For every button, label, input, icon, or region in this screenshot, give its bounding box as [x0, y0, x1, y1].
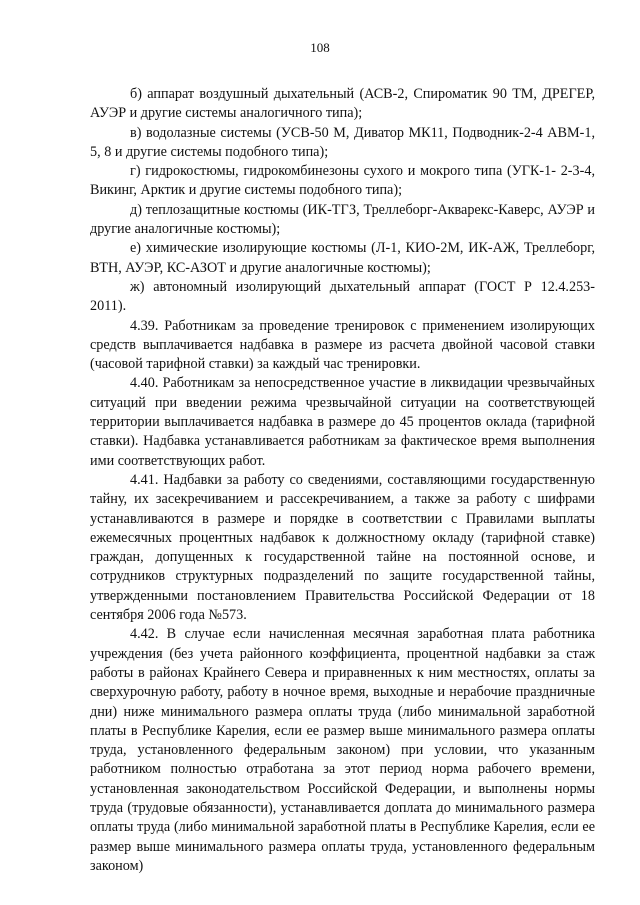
clause-4-42: 4.42. В случае если начисленная месячная заработная плата работника учреждения (без учета районного коэффициента, процентной надбавки за стаж работы в районах Крайнего Севера и приравненных к ним местностях, оплаты за сверхурочную работу, работу в ночное время, выходные и нерабочие праздничные дни) ниже минимального размера оплаты труда (либо минимальной заработной платы в Республике Карелия, если ее размер выше минимального размера оплаты труда, установленного федеральным законом) при условии, что указанным работником полностью отработана за этот период норма рабочего времени, установленная законодательством Российской Федерации, и выполнены нормы труда (трудовые обязанности), устанавливается доплата до минимального размера оплаты труда (либо минимальной заработной платы в Республике Карелия, если ее размер выше минимального размера оплаты труда, установленного федеральным законом) [90, 626, 595, 874]
paragraph-zh: ж) автономный изолирующий дыхательный аппарат (ГОСТ Р 12.4.253-2011). [90, 278, 595, 315]
paragraph-g: г) гидрокостюмы, гидрокомбинезоны сухого и мокрого типа (УГК-1- 2-3-4, Викинг, Арктик и другие системы подобного типа); [90, 163, 595, 199]
paragraph-b: б) аппарат воздушный дыхательный (АСВ-2, Спироматик 90 ТМ, ДРЕГЕР, АУЭР и другие системы аналогичного типа); [90, 86, 595, 122]
paragraph-v: в) водолазные системы (УСВ-50 М, Диватор МК11, Подводник-2-4 АВМ-1, 5, 8 и другие системы подобного типа); [90, 124, 595, 160]
paragraph-e: е) химические изолирующие костюмы (Л-1, КИО-2М, ИК-АЖ, Треллеборг, ВТН, АУЭР, КС-АЗОТ и другие аналогичные костюмы); [90, 240, 595, 276]
page-number: 108 [310, 40, 330, 55]
document-body [90, 85, 595, 876]
clause-4-39: 4.39. Работникам за проведение тренировок с применением изолирующих средств выплачивается надбавка в размере из расчета двойной часовой ставки (часовой тарифной ставки) за каждый час тренировки. [90, 317, 595, 373]
paragraph-d: д) теплозащитные костюмы (ИК-ТГЗ, Треллеборг-Акварекс-Каверс, АУЭР и другие аналогичные костюмы); [90, 201, 595, 238]
clause-4-41: 4.41. Надбавки за работу со сведениями, составляющими государственную тайну, их засекречиванием и рассекречиванием, а также за работу с шифрами устанавливаются в размере и порядке в соответствии с Правилами выплаты ежемесячных процентных надбавок к должностному окладу (тарифной ставке) граждан, допущенных к государственной тайне на постоянной основе, и сотрудников структурных подразделений по защите государственной тайны, утвержденными постановлением Правительства Российской Федерации от 18 сентября 2006 года №573. [90, 471, 595, 624]
clause-4-40: 4.40. Работникам за непосредственное участие в ликвидации чрезвычайных ситуаций при введении режима чрезвычайной ситуации на соответствующей территории выплачивается надбавка в размере до 45 процентов оклада (тарифной ставки). Надбавка устанавливается работникам за фактическое время выполнения ими соответствующих работ. [90, 375, 595, 469]
